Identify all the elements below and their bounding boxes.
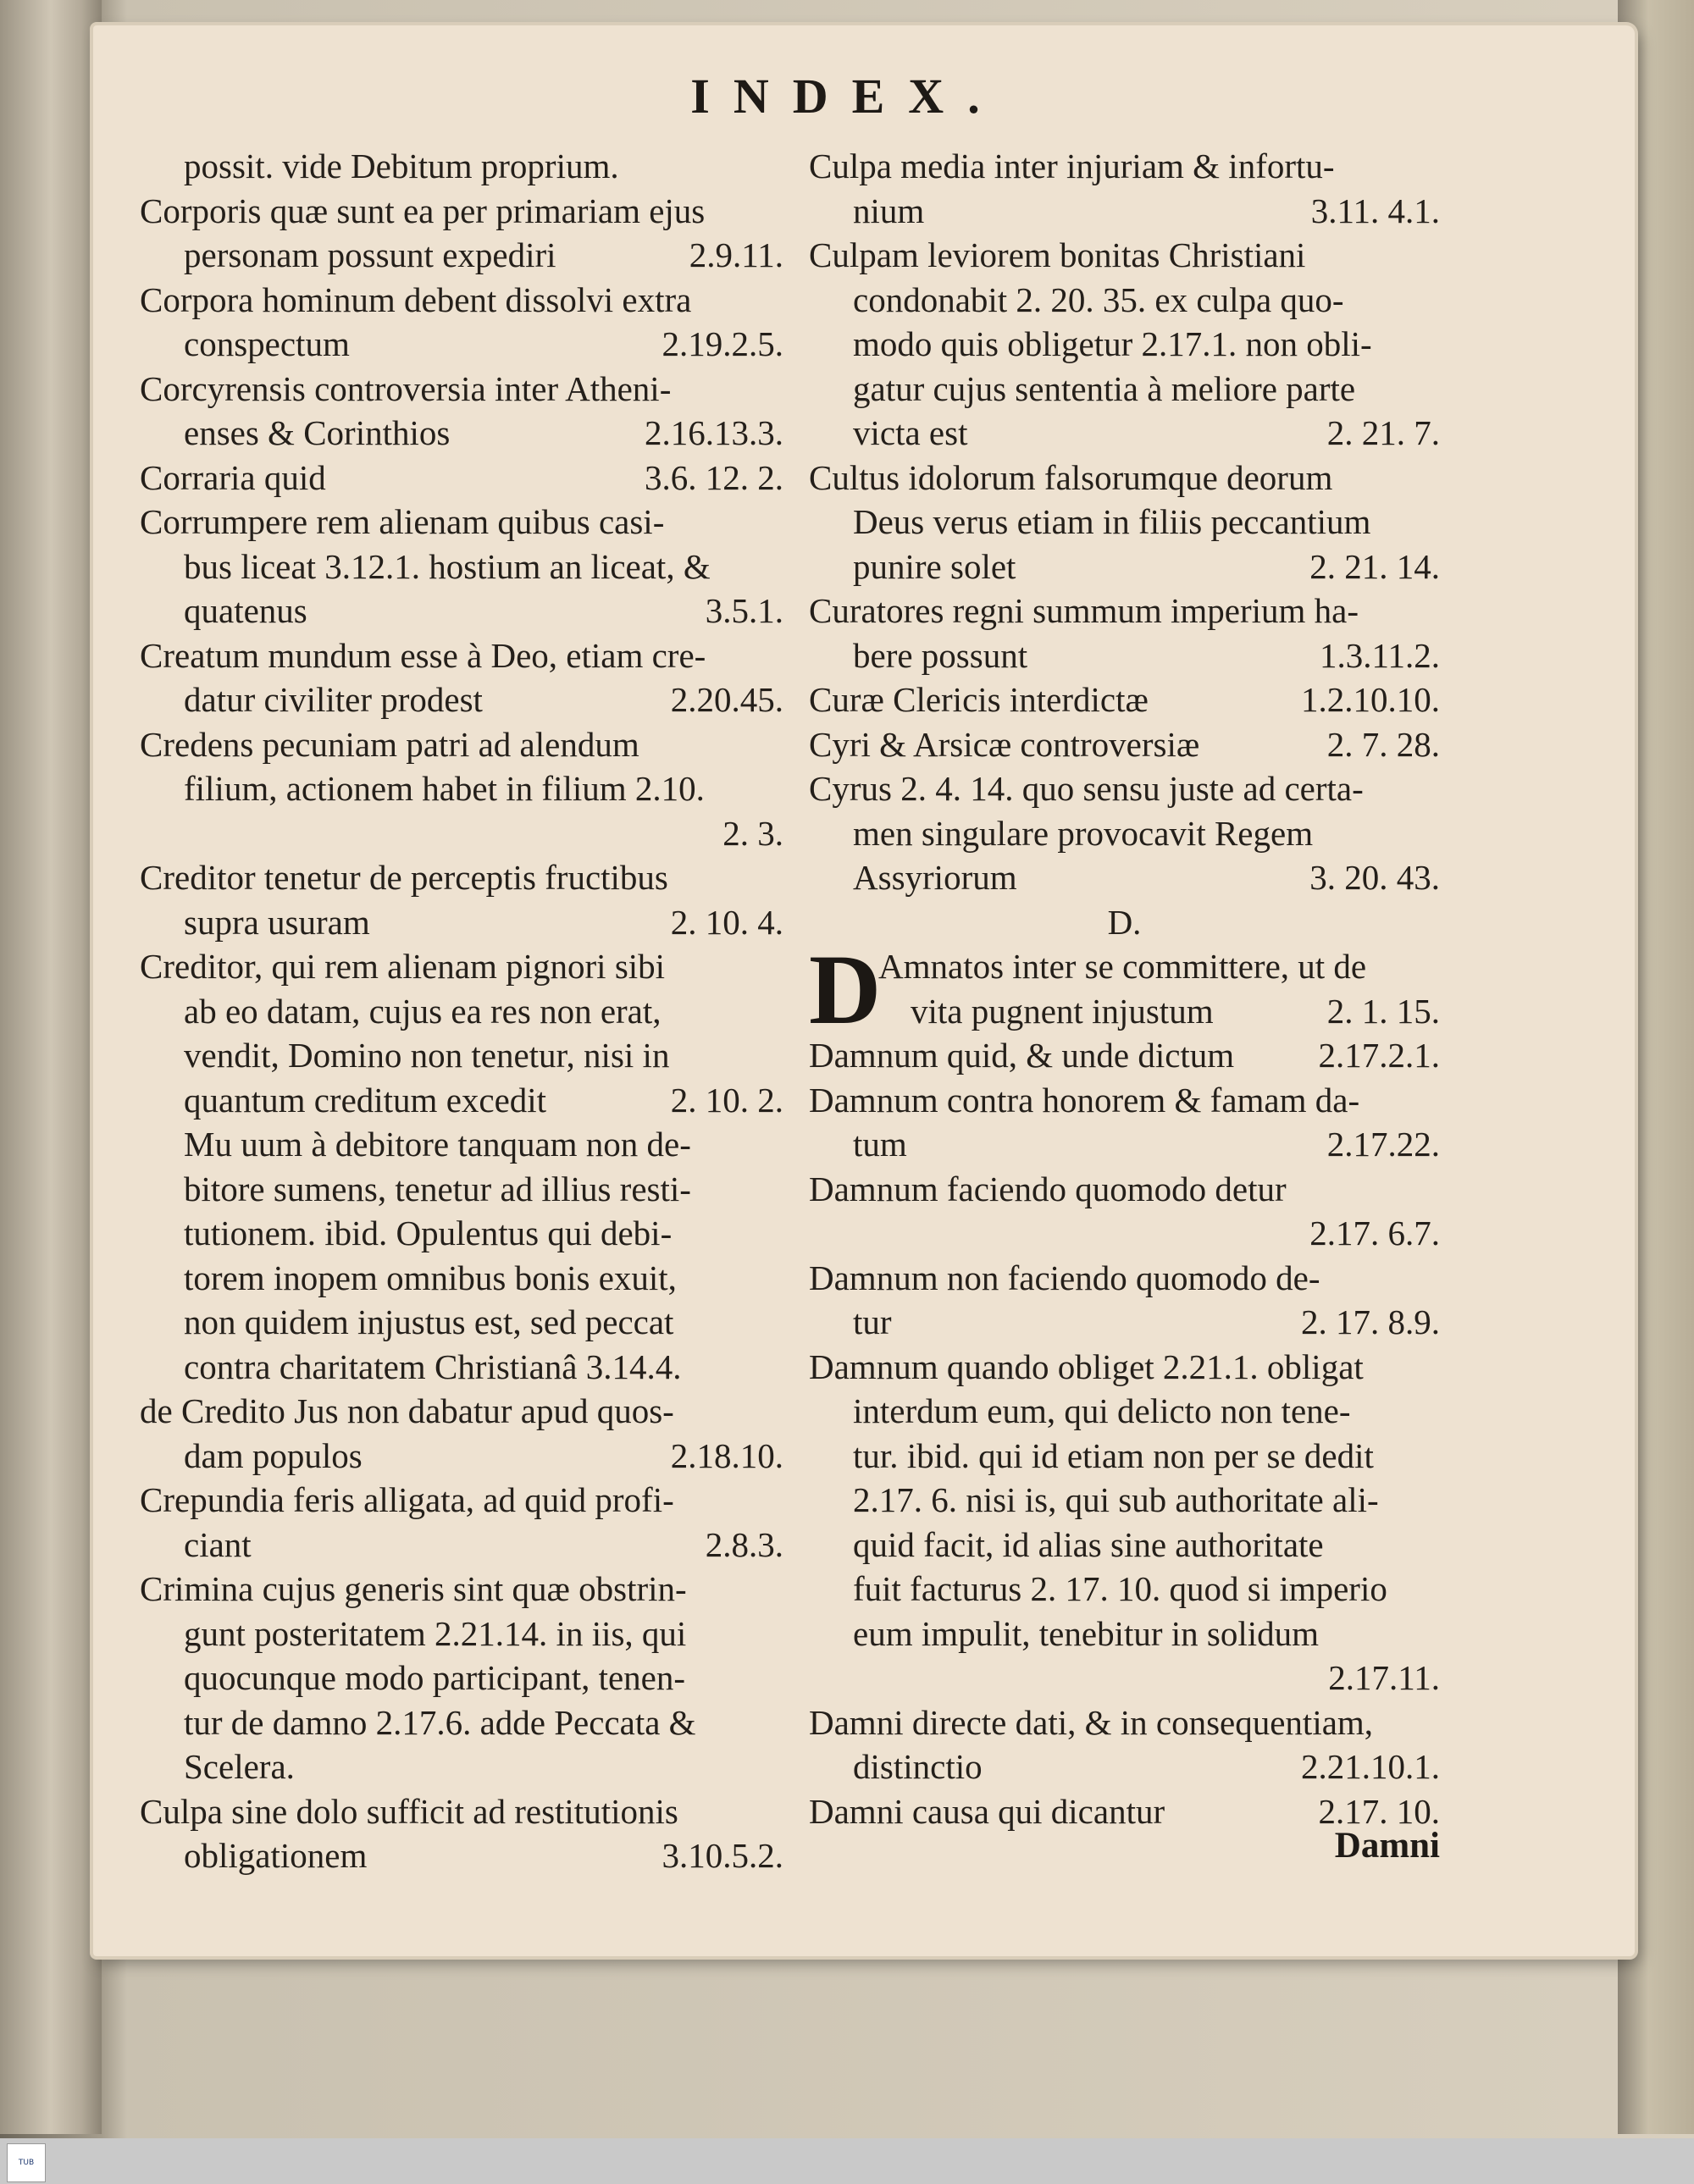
index-entry [809,1078,1440,1167]
index-entry [140,855,783,944]
index-line [809,677,1440,722]
index-line [140,1789,783,1834]
index-entry [809,144,1440,233]
entry-text: interdum eum, qui delicto non tene- [853,1391,1351,1430]
index-line [140,633,783,678]
index-line [140,1744,783,1789]
index-line [140,278,783,323]
index-line [140,989,783,1034]
index-entry [140,722,783,856]
index-line [140,1345,783,1390]
index-line [140,1478,783,1523]
entry-text: eum impulit, tenebitur in solidum [853,1613,1320,1653]
entry-text: Cyri & Arsicæ controversiæ [809,724,1200,764]
index-line [809,855,1440,900]
entry-text: tur. ibid. qui id etiam non per se dedit [853,1435,1374,1475]
index-entry [809,1345,1440,1700]
index-entry [140,144,783,189]
index-entry [809,589,1440,677]
entry-reference: 2.9.11. [689,235,783,274]
index-line [809,233,1440,278]
entry-reference: 3.11. 4.1. [1310,191,1440,230]
index-line [809,278,1440,323]
entry-text: datur civiliter prodest [184,680,483,719]
index-line [809,1167,1440,1212]
index-line [140,456,783,500]
index-entry [140,189,783,278]
entry-reference: 2.19.2.5. [662,324,783,363]
entry-text: victa est [853,413,968,452]
left-column [140,144,783,1878]
entry-reference: 2.16.13.3. [645,413,783,452]
entry-text: Creditor tenetur de perceptis fructibus [140,858,668,897]
index-entry [809,1700,1440,1789]
index-entry [809,1033,1440,1078]
index-line [140,1567,783,1612]
index-line [809,1656,1440,1700]
index-line [809,1300,1440,1345]
entry-reference: 2.17.11. [1328,1658,1440,1697]
entry-reference: 2.18.10. [670,1435,783,1475]
index-entry [809,766,1440,900]
entry-reference: 2.8.3. [705,1524,783,1564]
index-line [809,456,1440,500]
entry-text: Damnum contra honorem & famam da- [809,1080,1360,1120]
index-line [809,944,1440,989]
entry-text: quid facit, id alias sine authoritate [853,1524,1324,1564]
index-entry-dropcap [809,934,1440,1045]
entry-text: bus liceat 3.12.1. hostium an liceat, & [184,546,711,586]
library-logo-text: TUB [18,2159,35,2167]
entry-text: torem inopem omnibus bonis exuit, [184,1258,677,1297]
index-line [140,144,783,189]
index-line [809,189,1440,234]
index-line [809,367,1440,412]
index-line [140,811,783,856]
index-entry [140,1789,783,1878]
entry-text: Damni directe dati, & in consequentiam, [809,1702,1374,1742]
entry-text: de Credito Jus non dabatur apud quos- [140,1391,674,1430]
entry-text: Curatores regni summum imperium ha- [809,591,1359,630]
entry-reference: 2. 1. 15. [1326,991,1440,1031]
index-line [809,633,1440,678]
entry-text: Damnum quid, & unde dictum [809,1036,1235,1075]
entry-text: punire solet [853,546,1016,586]
index-line [809,411,1440,456]
entry-text: filium, actionem habet in filium 2.10. [184,769,705,808]
entry-text: gunt posteritatem 2.21.14. in iis, qui [184,1613,687,1653]
entry-reference: 3. 20. 43. [1309,858,1440,897]
index-line [809,1612,1440,1656]
facing-page-edge [0,0,102,2134]
index-line [809,1523,1440,1568]
entry-reference: 2. 7. 28. [1326,724,1440,764]
index-entry [809,677,1440,722]
index-line [809,1700,1440,1745]
entry-text: nium [853,191,925,230]
index-line [140,1700,783,1745]
entry-reference: 2.17.2.1. [1318,1036,1440,1075]
section-letter-d: D. [1107,902,1142,942]
entry-text: contra charitatem Christianâ 3.14.4. [184,1346,682,1386]
entry-reference: 3.5.1. [705,591,783,630]
entry-text: Damnum non faciendo quomodo de- [809,1258,1320,1297]
index-line [140,677,783,722]
entry-text: Corpora hominum debent dissolvi extra [140,279,692,319]
index-entry [140,367,783,456]
entry-reference: 2. 10. 2. [670,1080,783,1120]
entry-text: Corrumpere rem alienam quibus casi- [140,502,665,541]
entry-text: Culpa media inter injuriam & infortu- [809,147,1335,185]
entry-reference: 3.10.5.2. [662,1836,783,1875]
entry-text: tur [853,1302,892,1341]
entry-reference: 1.2.10.10. [1301,680,1440,719]
index-entry [140,456,783,500]
entry-text: Corraria quid [140,457,326,497]
index-entry [809,233,1440,456]
entry-text: ciant [184,1524,252,1564]
right-column-c-entries [809,144,1440,900]
index-line [140,1078,783,1123]
index-line [140,1656,783,1700]
index-line [140,189,783,234]
entry-text: enses & Corinthios [184,413,451,452]
entry-text: quantum creditum excedit [184,1080,547,1120]
entry-text: gatur cujus sententia à meliore parte [853,368,1356,408]
index-line [140,855,783,900]
entry-text: tum [853,1125,907,1164]
entry-text: Scelera. [184,1747,295,1786]
entry-text: Culpa sine dolo sufficit ad restitutionis [140,1791,678,1831]
index-entry [140,278,783,367]
entry-text: Culpam leviorem bonitas Christiani [809,235,1306,274]
entry-reference: 2.17.22. [1326,1125,1440,1164]
index-line [140,1167,783,1212]
entry-text: vita pugnent injustum [911,991,1214,1031]
entry-text: dam populos [184,1435,363,1475]
entry-text: Creatum mundum esse à Deo, etiam cre- [140,635,706,675]
index-entry [809,456,1440,589]
entry-text: Assyriorum [853,858,1017,897]
index-entry [809,1167,1440,1256]
entry-text: men singulare provocavit Regem [853,813,1314,853]
index-line [140,1833,783,1878]
entry-text: Damni causa qui dicantur [809,1791,1165,1831]
entry-text: Creditor, qui rem alienam pignori sibi [140,947,666,986]
index-entry [140,1567,783,1789]
index-line [140,1612,783,1656]
entry-text: quocunque modo participant, tenen- [184,1658,686,1697]
index-line [140,766,783,811]
entry-text: tutionem. ibid. Opulentus qui debi- [184,1214,673,1252]
entry-text: personam possunt expediri [184,235,556,274]
entry-text: Cultus idolorum falsorumque deorum [809,457,1333,497]
index-line [140,1211,783,1256]
index-line [809,811,1440,856]
entry-text: Mu uum à debitore tanquam non de- [184,1125,691,1164]
library-logo [7,2143,46,2182]
entry-text: bere possunt [853,635,1028,675]
index-line [140,944,783,989]
index-line [140,545,783,589]
index-entry [140,1478,783,1567]
right-column [809,144,1440,1833]
entry-text: supra usuram [184,902,370,942]
index-line [140,900,783,945]
entry-text: vendit, Domino non tenetur, nisi in [184,1036,670,1075]
index-line [809,545,1440,589]
entry-reference: 2. 3. [722,813,783,853]
index-line [809,1434,1440,1479]
entry-text: Cyrus 2. 4. 14. quo sensu juste ad certa- [809,769,1364,808]
index-line [809,989,1440,1034]
entry-text: 2.17. 6. nisi is, qui sub authoritate ali- [853,1480,1379,1519]
entry-text: bitore sumens, tenetur ad illius resti- [184,1169,691,1208]
index-line [140,367,783,412]
entry-text: Crimina cujus generis sint quæ obstrin- [140,1569,687,1608]
entry-text: Curæ Clericis interdictæ [809,680,1149,719]
index-line [809,589,1440,633]
index-line [140,1300,783,1345]
index-line [140,1256,783,1301]
entry-text: quatenus [184,591,307,630]
drop-cap-letter: D [809,934,882,1045]
index-line [809,1567,1440,1612]
entry-text: condonabit 2. 20. 35. ex culpa quo- [853,279,1344,319]
entry-text: distinctio [853,1747,983,1786]
index-entry [140,500,783,633]
index-line [140,500,783,545]
scanner-bottom-strip [0,2138,1694,2184]
entry-reference: 2. 21. 7. [1326,413,1440,452]
entry-text: ab eo datam, cujus ea res non erat, [184,991,662,1031]
index-line [140,1523,783,1568]
index-line [140,322,783,367]
index-line [809,1211,1440,1256]
entry-text: Damnum quando obliget 2.21.1. obligat [809,1346,1364,1386]
entry-text: obligationem [184,1836,368,1875]
entry-text: Crepundia feris alligata, ad quid profi- [140,1480,674,1519]
index-line [809,1478,1440,1523]
index-line [140,233,783,278]
index-line [809,1078,1440,1123]
entry-reference: 2.17. 6.7. [1309,1214,1440,1252]
entry-text: tur de damno 2.17.6. adde Peccata & [184,1702,696,1742]
index-entry [140,633,783,722]
entry-text: Credens pecuniam patri ad alendum [140,724,639,764]
entry-reference: 2.17. 10. [1318,1791,1440,1831]
entry-text: fuit facturus 2. 17. 10. quod si imperio [853,1569,1387,1608]
entry-text: Damnum faciendo quomodo detur [809,1169,1287,1208]
entry-text: non quidem injustus est, sed peccat [184,1302,674,1341]
index-line [809,766,1440,811]
index-line [140,1033,783,1078]
index-line [809,1033,1440,1078]
index-line [809,144,1440,189]
index-line [140,1389,783,1434]
index-line [809,322,1440,367]
right-column-d-entries [809,1033,1440,1833]
index-line [140,1122,783,1167]
entry-text: Deus verus etiam in filiis peccantium [853,502,1371,541]
index-line [809,1256,1440,1301]
entry-reference: 2.20.45. [670,680,783,719]
index-line [140,1434,783,1479]
entry-text: Corporis quæ sunt ea per primariam ejus [140,191,706,230]
entry-text: conspectum [184,324,350,363]
entry-text: possit. vide Debitum proprium. [184,147,619,185]
index-line [140,411,783,456]
entry-reference: 1.3.11.2. [1320,635,1440,675]
index-line [809,1744,1440,1789]
index-line [809,1345,1440,1390]
entry-text: Amnatos inter se committere, ut de [878,947,1367,986]
index-line [809,500,1440,545]
running-head: INDEX. [690,69,1004,124]
entry-reference: 2. 10. 4. [670,902,783,942]
entry-reference: 2. 21. 14. [1309,546,1440,586]
entry-reference: 2. 17. 8.9. [1301,1302,1440,1341]
entry-text: modo quis obligetur 2.17.1. non obli- [853,324,1372,363]
index-entry [809,722,1440,767]
index-line [809,1389,1440,1434]
index-line [809,722,1440,767]
entry-reference: 2.21.10.1. [1301,1747,1440,1786]
catchword: Damni [1334,1826,1440,1866]
entry-text: Corcyrensis controversia inter Atheni- [140,368,672,408]
index-entry [809,1256,1440,1345]
index-entry [140,1389,783,1478]
entry-reference: 3.6. 12. 2. [645,457,783,497]
index-line [140,722,783,767]
index-entry [140,944,783,1389]
index-line [140,589,783,633]
index-line [809,1122,1440,1167]
